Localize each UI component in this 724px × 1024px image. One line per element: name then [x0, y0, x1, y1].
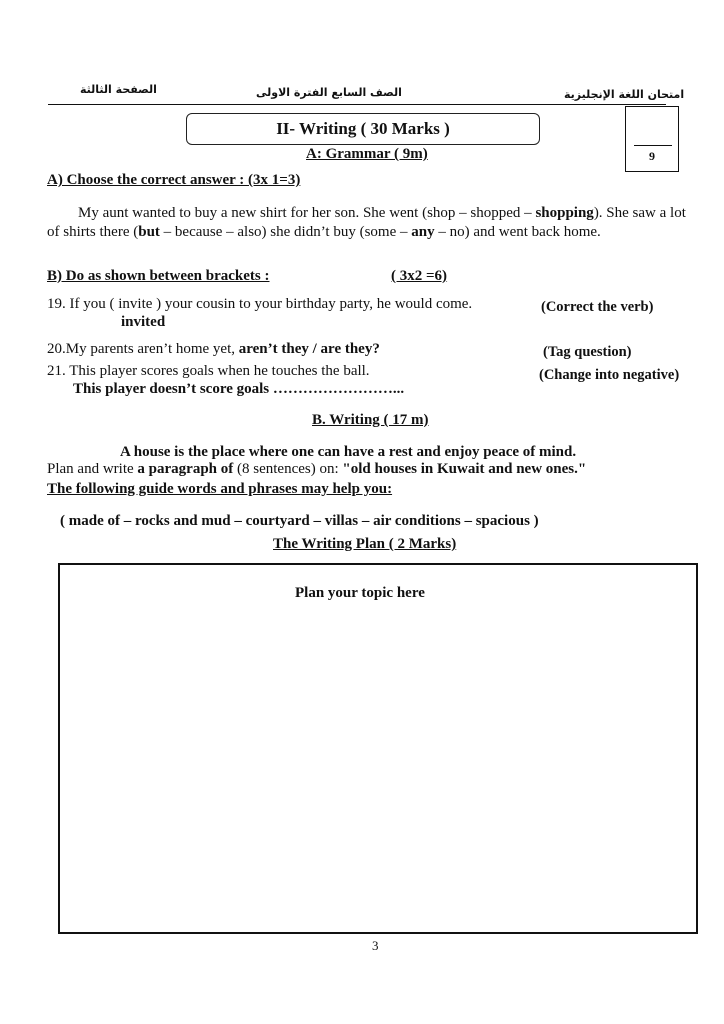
question-21-answer: This player doesn’t score goals ……………………...: [73, 381, 405, 397]
answer-but: but: [138, 224, 160, 240]
question-19-answer: invited: [121, 314, 166, 330]
question-21-instruction: (Change into negative): [539, 367, 680, 383]
para-part-4: – no) and went back home.: [434, 224, 601, 240]
question-19: 19. If you ( invite ) your cousin to your birthday party, he would come.: [47, 296, 473, 312]
page-number: 3: [372, 938, 379, 953]
task-part-2: a paragraph of: [137, 461, 234, 477]
header-rule: [48, 104, 666, 105]
section-title-box: [186, 113, 540, 145]
section-title: II- Writing ( 30 Marks ): [276, 119, 450, 138]
plan-placeholder: Plan your topic here: [295, 585, 425, 601]
question-20-choice: aren’t they / are they?: [238, 341, 380, 357]
question-20: [47, 341, 380, 358]
question-21: 21. This player scores goals when he touches the ball.: [47, 363, 370, 379]
task-topic: "old houses in Kuwait and new ones.": [342, 461, 587, 477]
question-20-text: 20.My parents aren’t home yet,: [47, 341, 239, 357]
writing-intro: A house is the place where one can have a rest and enjoy peace of mind.: [120, 444, 577, 460]
score-divider: [634, 145, 672, 146]
guide-words: ( made of – rocks and mud – courtyard – villas – air conditions – spacious ): [60, 513, 539, 529]
section-a-paragraph: [47, 204, 697, 242]
answer-any: any: [411, 224, 435, 240]
section-b-heading: B) Do as shown between brackets :: [47, 268, 270, 284]
section-a-heading: A) Choose the correct answer : (3x 1=3): [47, 172, 301, 188]
question-19-instruction: (Correct the verb): [541, 299, 654, 315]
writing-task: [47, 461, 586, 478]
header-exam-label: امتحان اللغة الإنجليزية: [564, 88, 685, 101]
header-page-label: الصفحة الثالثة: [80, 83, 157, 96]
question-20-instruction: (Tag question): [543, 344, 632, 360]
plan-heading: The Writing Plan ( 2 Marks): [273, 536, 457, 552]
header-grade-label: الصف السابع الفترة الاولى: [256, 86, 402, 99]
score-value: 9: [649, 149, 655, 163]
writing-plan-box[interactable]: [58, 563, 698, 934]
answer-shopping: shopping: [535, 205, 594, 221]
task-part-3: (8 sentences) on:: [233, 461, 343, 477]
grammar-heading: A: Grammar ( 9m): [306, 146, 428, 162]
para-part-2: ). She saw a lot of shirts there (: [47, 205, 686, 240]
score-box: [625, 106, 679, 172]
section-b-marks: ( 3x2 =6): [391, 268, 448, 284]
guide-heading: The following guide words and phrases may help you:: [47, 481, 393, 497]
para-part-3: – because – also) she didn’t buy (some –: [159, 224, 412, 240]
writing-heading: B. Writing ( 17 m): [312, 412, 429, 428]
task-part-1: Plan and write: [47, 461, 138, 477]
para-part-1: My aunt wanted to buy a new shirt for her son. She went (shop – shopped –: [78, 205, 536, 221]
